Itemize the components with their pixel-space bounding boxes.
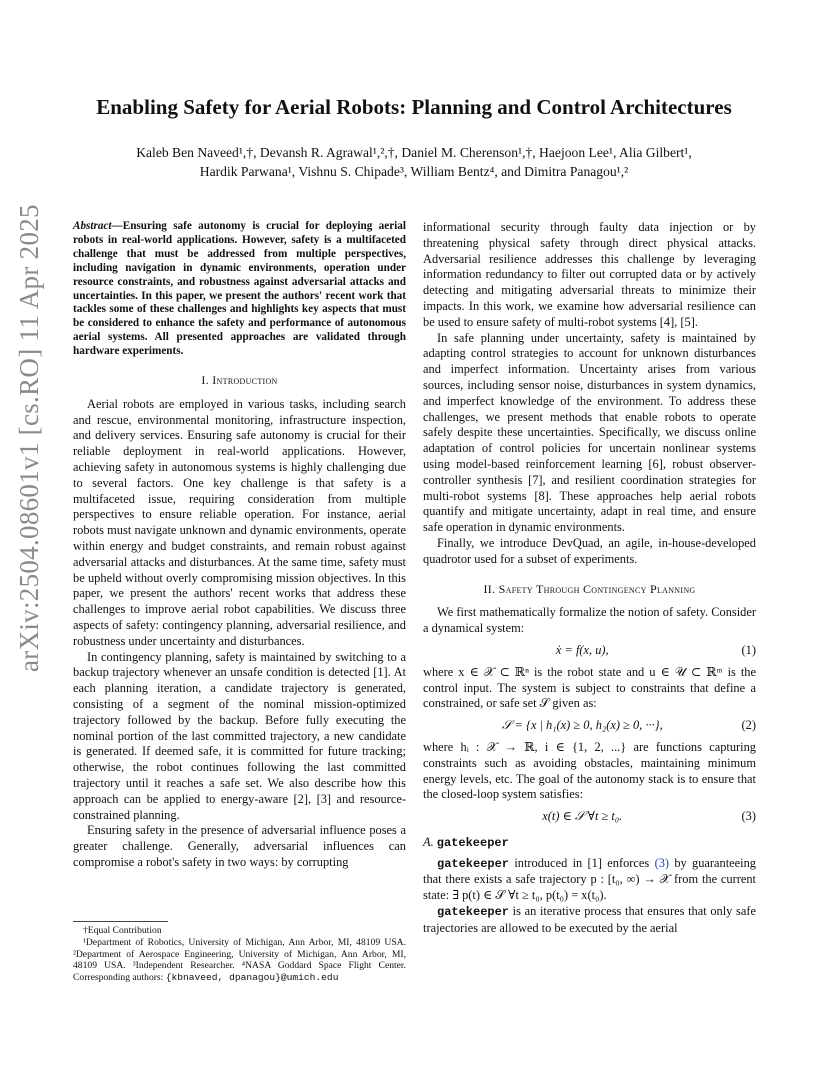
intro-paragraph-6: Finally, we introduce DevQuad, an agile, in-house-developed quadrotor used for a subset of experiments. bbox=[423, 535, 756, 566]
subsection-a-heading bbox=[423, 835, 756, 852]
gatekeeper-paragraph-1-text-a: introduced in [1] enforces bbox=[509, 855, 655, 870]
equation-1 bbox=[423, 643, 756, 659]
abstract-text: —Ensuring safe autonomy is crucial for deploying aerial robots in real-world applications. However, safety is a multifaceted challenge that must be addressed from multiple perspectives, including navigation in dynamic environments, operation under resource constraints, and robustness against adversarial attacks and uncertainties. In this paper, we present the authors' recent work that tackles some of these challenges and highlights key aspects that must be considered to enhance the safety and performance of autonomous aerial systems. All presented approaches are validated through hardware experiments. bbox=[73, 220, 406, 358]
footnote-affiliations-text: ¹Department of Robotics, University of Michigan, Ann Arbor, MI, 48109 USA. ²Department of Aerospace Engineering, University of Michigan, Ann Arbor, MI, 48109 USA. ³Independent Researcher. ⁴NASA Goddard Space Flight Center. Corresponding authors: bbox=[73, 936, 406, 984]
abstract bbox=[73, 220, 406, 359]
equation-3 bbox=[423, 809, 756, 825]
gatekeeper-paragraph-1 bbox=[423, 856, 756, 904]
subsection-a-label: A. bbox=[423, 834, 434, 849]
intro-paragraph-5: In safe planning under uncertainty, safety is maintained by adapting control strategies to account for unknown disturbances and imperfect information. Uncertainty arises from various sources, including sensor noise, disturbances in system dynamics, and imperfect knowledge of the environment. To address these challenges, we present methods that enable robots to operate safely despite these uncertainties. Specifically, we discuss online adaptation of control policies for uncertain nonlinear systems using model-based reinforcement learning [6], robust observer-controller synthesis [7], and resilient coordination strategies for multi-robot systems [8]. These approaches help aerial robots quantify and mitigate uncertainty, adapt in real time, and ensure safe operation in dynamic environments. bbox=[423, 330, 756, 535]
equation-2-body: 𝒮 = {x | h₁(x) ≥ 0, h₂(x) ≥ 0, ···}, bbox=[501, 718, 663, 733]
footnotes bbox=[73, 921, 406, 984]
right-column bbox=[423, 220, 756, 937]
footnote-affiliations bbox=[73, 937, 406, 984]
subsection-a-name: gatekeeper bbox=[436, 835, 509, 850]
author-line-2: Hardik Parwana¹, Vishnu S. Chipade³, William Bentz⁴, and Dimitra Panagou¹,² bbox=[199, 164, 629, 179]
intro-paragraph-4: informational security through faulty data injection or by threatening physical safety through direct physical attacks. Adversarial resilience addresses this challenge by leveraging information redundancy to filter out corrupted data or by actively detecting and mitigating adversarial threats to minimize their impacts. In this work, we examine how adversarial resilience can be used to ensure safety of multi-robot systems [4], [5]. bbox=[423, 220, 756, 329]
gatekeeper-paragraph-2-text: is an iterative process that ensures that only safe trajectories are allowed to be executed by the aerial bbox=[423, 904, 756, 935]
gatekeeper-keyword-2: gatekeeper bbox=[437, 905, 510, 920]
section-2-heading: II. Safety Through Contingency Planning bbox=[483, 581, 696, 596]
paper-title: Enabling Safety for Aerial Robots: Planning and Control Architectures bbox=[96, 95, 732, 119]
equation-1-number: (1) bbox=[741, 642, 756, 657]
equation-2-number: (2) bbox=[741, 718, 756, 733]
equation-3-reference-link[interactable]: (3) bbox=[654, 855, 670, 870]
equation-3-number: (3) bbox=[741, 809, 756, 824]
abstract-label: Abstract bbox=[73, 220, 112, 232]
gatekeeper-paragraph-2 bbox=[423, 904, 756, 937]
gatekeeper-paragraph-1-text-b: by guaranteeing that there exists a safe trajectory p : [t₀, ∞) → 𝒳 from the current state: ∃ p(t) ∈ 𝒮 ∀t ≥ t₀, p(t₀) = x(t₀). bbox=[423, 855, 756, 903]
author-list bbox=[60, 143, 768, 181]
gatekeeper-keyword-1: gatekeeper bbox=[437, 856, 510, 871]
section-1-heading: I. Introduction bbox=[201, 373, 278, 388]
section-2-paragraph-2: where x ∈ 𝒳 ⊂ ℝⁿ is the robot state and u ∈ 𝒰 ⊂ ℝᵐ is the control input. The system is subject to constraints that define a constrained, or safe set 𝒮 given as: bbox=[423, 664, 756, 711]
footnote-rule bbox=[73, 921, 168, 922]
equation-1-body: ẋ = f(x, u), bbox=[555, 642, 609, 657]
intro-paragraph-3: Ensuring safety in the presence of adversarial influence poses a greater challenge. Generally, adversarial influences can compromise a robot's safety in two ways: by corrupting bbox=[73, 823, 406, 869]
intro-paragraph-2: In contingency planning, safety is maintained by switching to a backup trajectory whenever an unsafe condition is detected [1]. At each planning iteration, a candidate trajectory is generated, consisting of a segment of the nominal mission-optimized trajectory followed by the backup. Before fully executing the nominal portion of the last committed trajectory, a new candidate is generated. If deemed safe, it is committed for future tracking; otherwise, the robot continues following the last committed trajectory until it reaches a safe set. We also describe how this approach can be applied to energy-aware [2], [3] and resource-constrained planning. bbox=[73, 649, 406, 822]
equation-2 bbox=[423, 718, 756, 734]
equation-3-body: x(t) ∈ 𝒮 ∀t ≥ t₀. bbox=[542, 809, 623, 824]
section-2-paragraph-1: We first mathematically formalize the notion of safety. Consider a dynamical system: bbox=[423, 605, 756, 636]
footnote-equal-contribution: †Equal Contribution bbox=[83, 925, 162, 936]
author-line-1: Kaleb Ben Naveed¹,†, Devansh R. Agrawal¹,²,†, Daniel M. Cherenson¹,†, Haejoon Lee¹, Alia Gilbert¹, bbox=[136, 145, 692, 160]
arxiv-identifier: arXiv:2504.08601v1 [cs.RO] 11 Apr 2025 bbox=[14, 204, 44, 672]
footnote-emails: {kbnaveed, dpanagou}@umich.edu bbox=[165, 972, 339, 984]
left-column bbox=[73, 220, 406, 871]
section-2-paragraph-3: where hᵢ : 𝒳 → ℝ, i ∈ {1, 2, ...} are functions capturing constraints such as avoiding obstacles, maintaining minimum energy levels, etc. The goal of the autonomy stack is to ensure that the closed-loop system satisfies: bbox=[423, 739, 756, 802]
intro-paragraph-1: Aerial robots are employed in various tasks, including search and rescue, environmental monitoring, infrastructure inspection, and delivery services. Ensuring safe autonomy is crucial for their reliable deployment in real-world applications. However, achieving safety in autonomous systems is highly challenging due to several factors. One key challenge is that safety is a multifaceted issue, requiring consideration from multiple perspectives to ensure reliable operation. For instance, aerial robots must navigate unknown and dynamic environments, operate within energy and budget constraints, and remain robust against adversarial attacks and disturbances. At the same time, safety must be upheld without overly compromising mission objectives. In this paper, we present the authors' recent works that address these challenges to improve aerial robot capabilities. We discuss three aspects of safety: contingency planning, adversarial resilience, and robustness under uncertainty and disturbances. bbox=[73, 396, 406, 648]
